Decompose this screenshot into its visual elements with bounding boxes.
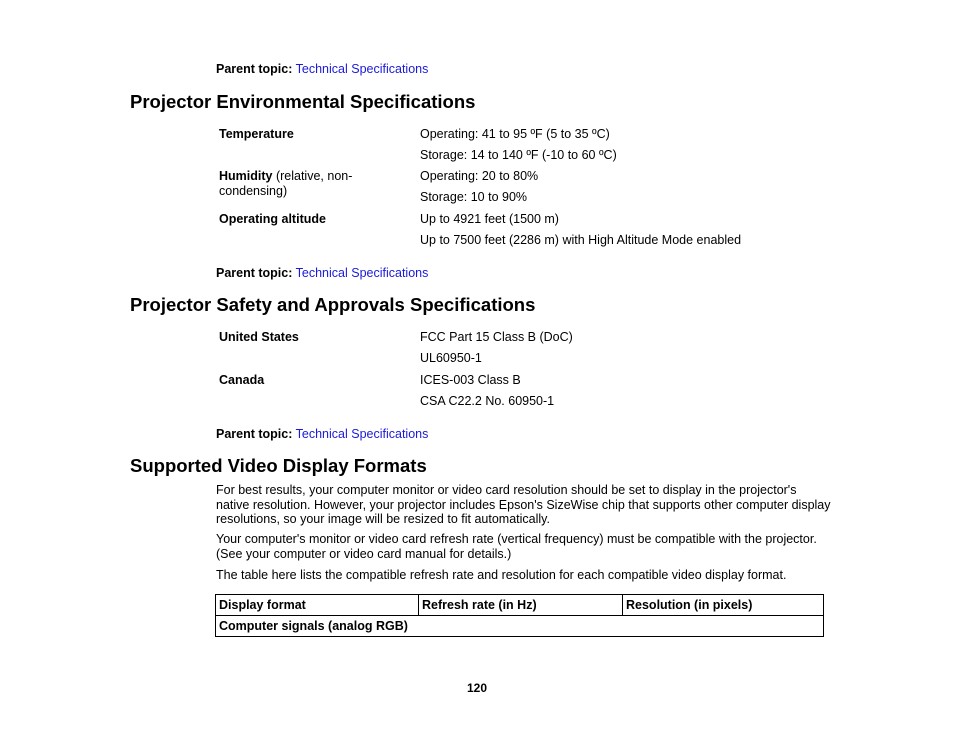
parent-topic-link[interactable]: Technical Specifications (295, 266, 429, 280)
parent-topic-link[interactable]: Technical Specifications (295, 62, 429, 76)
canada-value-1: ICES-003 Class B (420, 373, 521, 387)
us-value-2: UL60950-1 (420, 351, 482, 365)
temperature-storage: Storage: 14 to 140 ºF (-10 to 60 ºC) (420, 148, 617, 162)
page-number: 120 (466, 681, 488, 695)
parent-topic-2 (216, 266, 428, 280)
canada-label: Canada (219, 373, 265, 387)
humidity-storage: Storage: 10 to 90% (420, 190, 528, 204)
humidity-label: Humidity (relative, non-condensing) (219, 169, 353, 198)
parent-topic-link[interactable]: Technical Specifications (295, 427, 429, 441)
env-heading: Projector Environmental Specifications (130, 91, 476, 112)
video-formats-table (215, 594, 824, 637)
parent-topic-label: Parent topic: (216, 266, 293, 280)
table-header-display-format: Display format (216, 595, 419, 616)
parent-topic-3 (216, 427, 428, 441)
table-header-refresh-rate: Refresh rate (in Hz) (419, 595, 623, 616)
us-label: United States (219, 330, 299, 344)
parent-topic-label: Parent topic: (216, 62, 293, 76)
table-header-resolution: Resolution (in pixels) (623, 595, 824, 616)
altitude-label: Operating altitude (219, 212, 326, 226)
table-section-computer-signals: Computer signals (analog RGB) (216, 616, 824, 637)
video-heading: Supported Video Display Formats (130, 455, 427, 476)
safety-heading: Projector Safety and Approvals Specifications (130, 294, 536, 315)
altitude-value-2: Up to 7500 feet (2286 m) with High Altitude Mode enabled (420, 233, 742, 247)
video-paragraph-2: Your computer's monitor or video card refresh rate (vertical frequency) must be compatible with the projector. (See your computer or video card manual for details.) (216, 532, 817, 561)
table-row (216, 616, 824, 637)
altitude-value-1: Up to 4921 feet (1500 m) (420, 212, 559, 226)
video-paragraph-3: The table here lists the compatible refresh rate and resolution for each compatible video display format. (216, 568, 787, 582)
canada-value-2: CSA C22.2 No. 60950-1 (420, 394, 555, 408)
parent-topic-1 (216, 62, 428, 76)
humidity-operating: Operating: 20 to 80% (420, 169, 539, 183)
video-paragraph-1: For best results, your computer monitor or video card resolution should be set to display in the projector's native resolution. However, your projector includes Epson's SizeWise chip that supports other computer display resolutions, so your image will be resized to fit automatically. (216, 483, 831, 526)
temperature-operating: Operating: 41 to 95 ºF (5 to 35 ºC) (420, 127, 610, 141)
us-value-1: FCC Part 15 Class B (DoC) (420, 330, 573, 344)
table-header-row (216, 595, 824, 616)
temperature-label: Temperature (219, 127, 294, 141)
parent-topic-label: Parent topic: (216, 427, 293, 441)
